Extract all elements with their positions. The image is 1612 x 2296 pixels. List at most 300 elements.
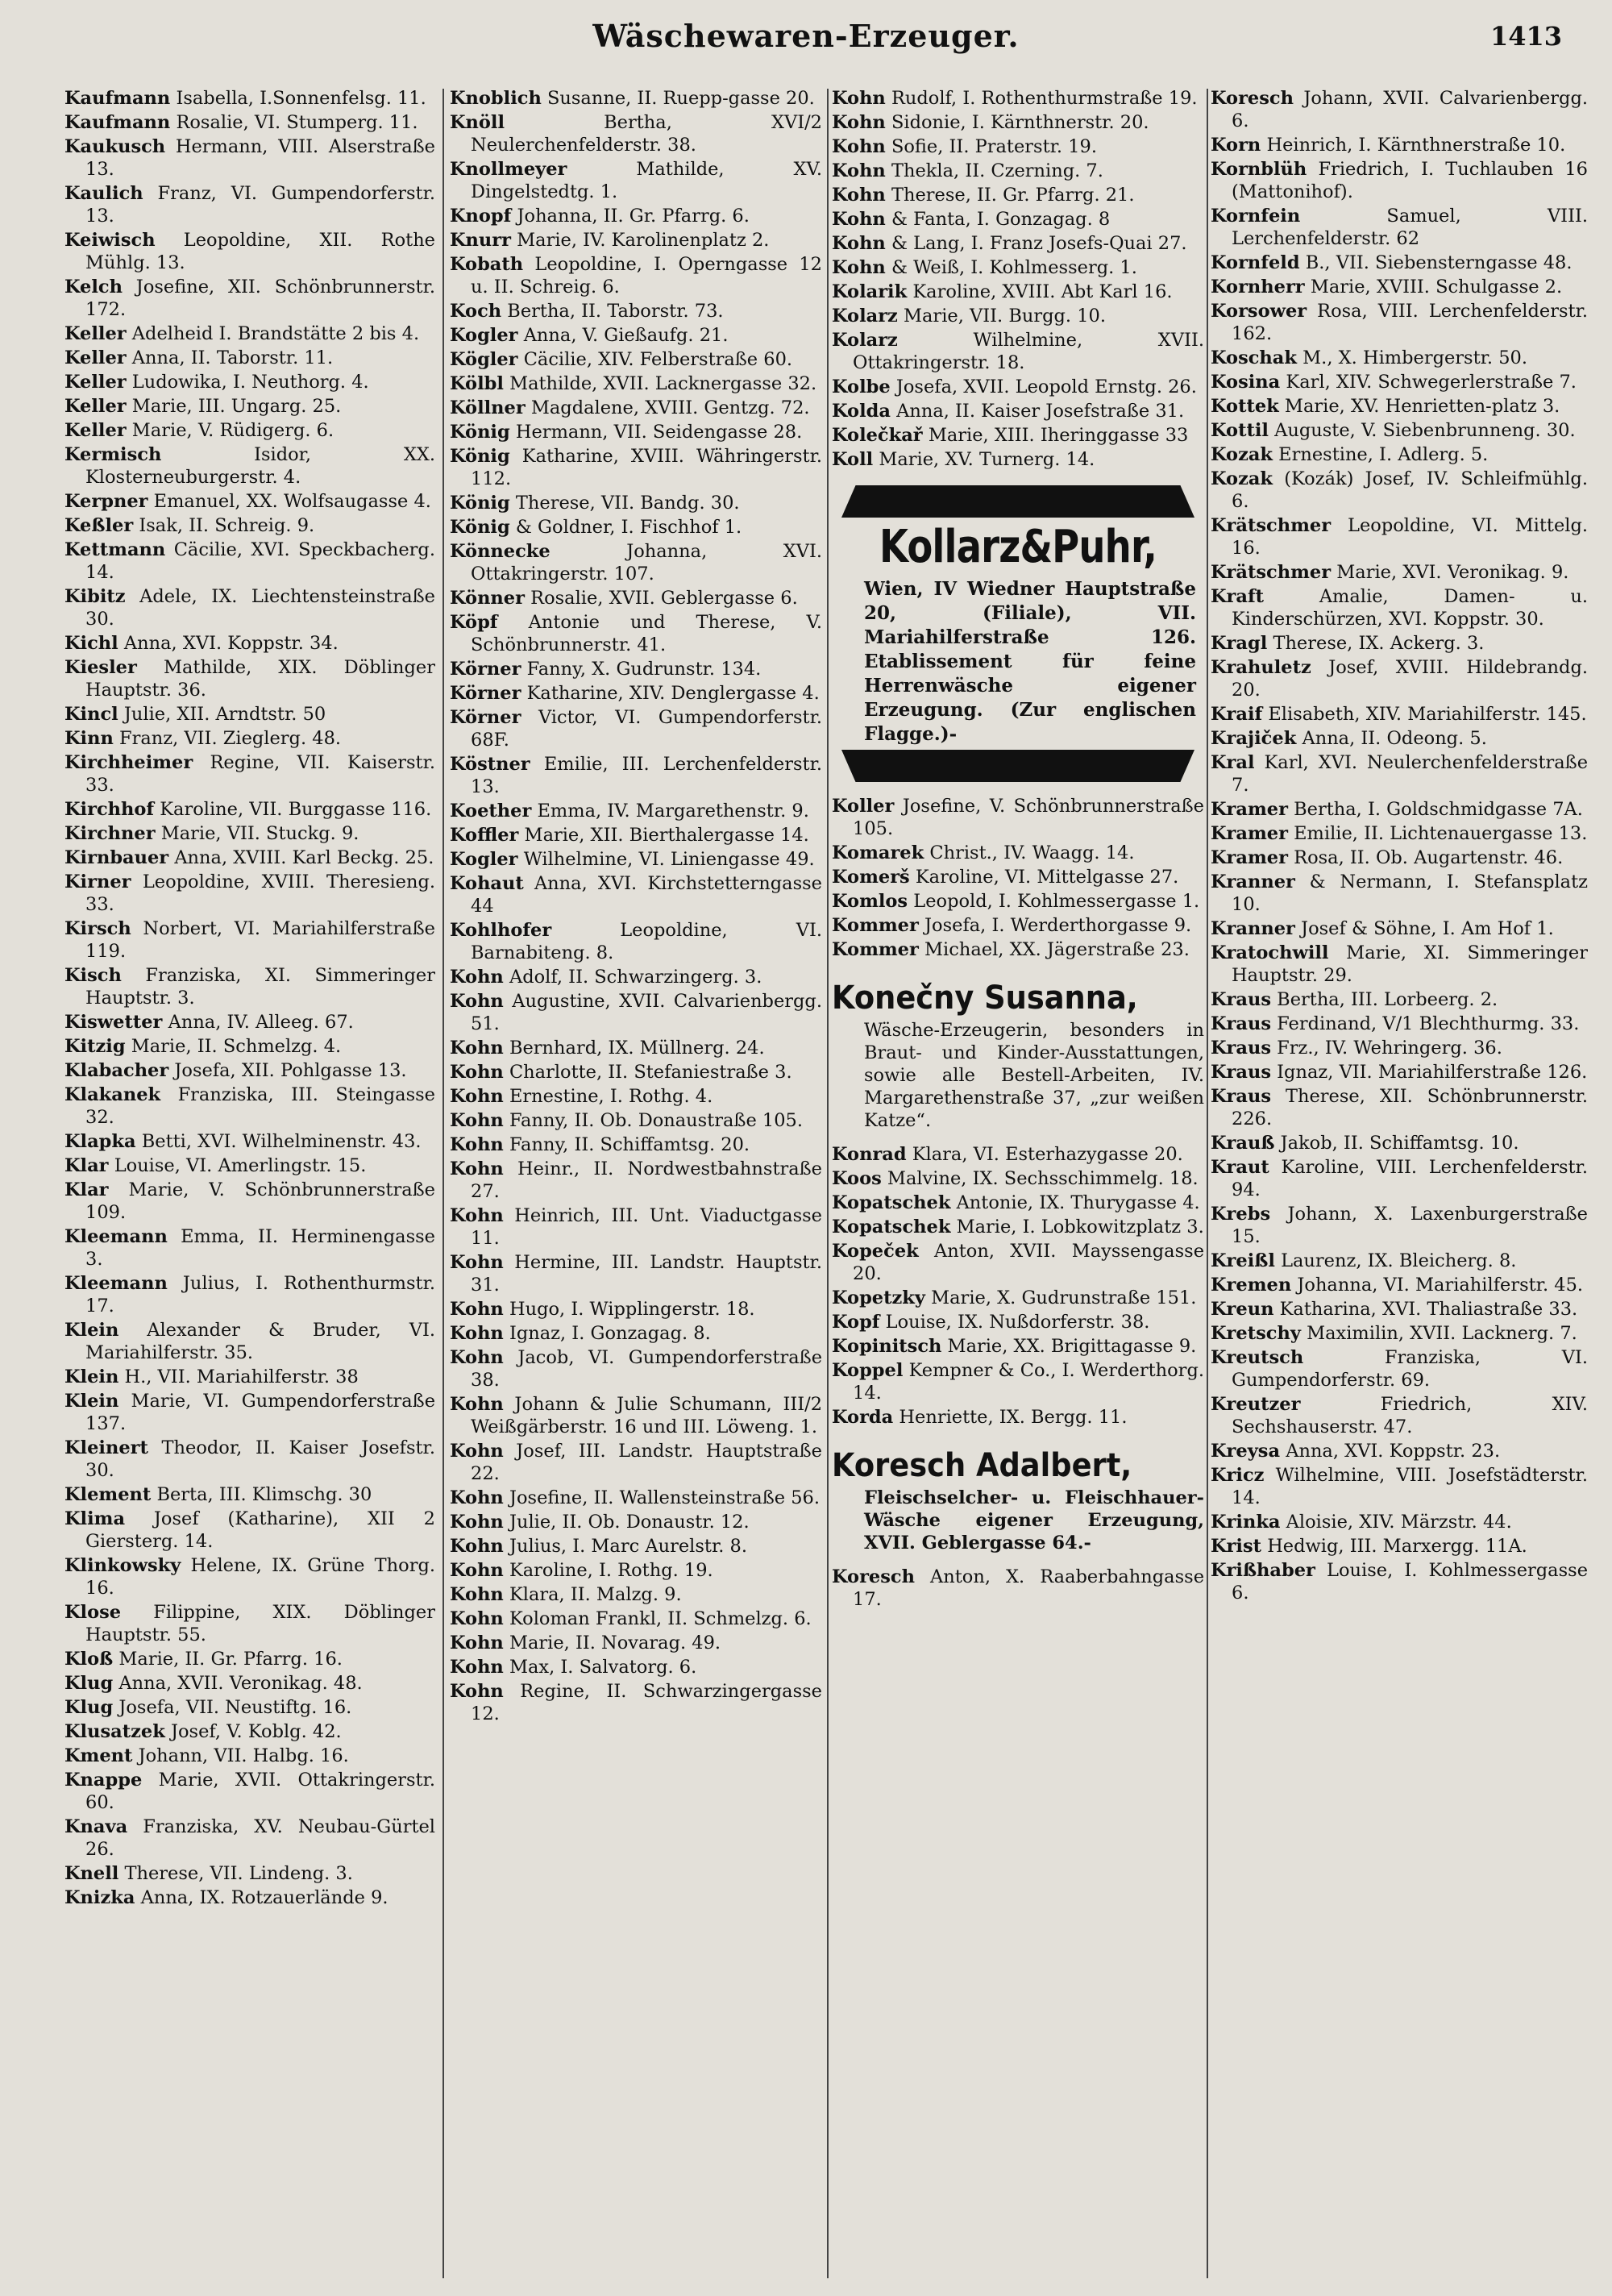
entry-surname: Kohn [832, 209, 886, 230]
directory-entry [64, 703, 435, 726]
entry-details: Adolf, II. Schwarzingerg. 3. [509, 967, 762, 988]
entry-surname: Knappe [64, 1770, 143, 1791]
entry-details: Karoline, VIII. Lerchenfelderstr. 94. [1232, 1157, 1588, 1200]
entry-details: Adelheid I. Brandstätte 2 bis 4. [131, 323, 420, 344]
entry-details: Helene, IX. Grüne Thorg. 16. [85, 1555, 435, 1599]
entry-details: Marie, XVI. Veronikag. 9. [1336, 562, 1569, 583]
directory-entry [832, 256, 1204, 279]
entry-surname: Koffler [450, 825, 519, 846]
entry-details: Isidor, XX. Klosterneuburgerstr. 4. [85, 444, 435, 488]
directory-entry [832, 87, 1204, 110]
entry-surname: Klima [64, 1508, 126, 1529]
entry-surname: Kohn [450, 1062, 504, 1083]
directory-entry [450, 587, 822, 609]
entry-details: Josefa, XVII. Leopold Ernstg. 26. [895, 376, 1197, 397]
entry-details: Josefine, V. Schönbrunnerstraße 105. [853, 796, 1204, 839]
entry-surname: Kopatschek [832, 1192, 951, 1213]
entry-details: Anna, XVI. Koppstr. 34. [123, 633, 339, 654]
entry-details: Therese, XII. Schönbrunnerstr. 226. [1232, 1086, 1588, 1129]
advertisement-koresch [832, 1445, 1204, 1554]
directory-entry [1211, 1464, 1588, 1509]
directory-entry [832, 890, 1204, 913]
entry-details: Leopoldine, XVIII. Theresieng. 33. [85, 871, 435, 915]
entry-details: Franziska, VI. Gumpendorferstr. 69. [1232, 1347, 1588, 1391]
column-3-bottom-entries [832, 1566, 1204, 1611]
entry-surname: Kogler [450, 849, 518, 870]
entry-surname: Klement [64, 1484, 152, 1505]
entry-details: Anna, V. Gießaufg. 21. [523, 325, 729, 346]
entry-surname: Kraus [1211, 1062, 1272, 1083]
entry-surname: Keller [64, 323, 127, 344]
directory-entry [64, 514, 435, 537]
entry-surname: Komerš [832, 867, 910, 888]
entry-details: Betti, XVI. Wilhelminenstr. 43. [141, 1131, 422, 1152]
entry-details: Anna, XVII. Veronikag. 48. [118, 1673, 363, 1694]
directory-entry [64, 1011, 435, 1034]
directory-entry [450, 1393, 822, 1438]
entry-surname: Kaulich [64, 183, 143, 204]
entry-details: Victor, VI. Gumpendorferstr. 68F. [471, 707, 822, 751]
directory-entry [1211, 300, 1588, 345]
entry-surname: Klinkowsky [64, 1555, 181, 1576]
entry-surname: Kraus [1211, 1038, 1272, 1059]
entry-details: Louise, IX. Nußdorferstr. 38. [885, 1312, 1150, 1333]
entry-details: Antonie, IX. Thurygasse 4. [956, 1192, 1200, 1213]
entry-details: Malvine, IX. Sechsschimmelg. 18. [887, 1168, 1199, 1189]
entry-details: Fanny, II. Ob. Donaustraße 105. [509, 1110, 804, 1131]
entry-surname: Kricz [1211, 1465, 1265, 1486]
entry-details: Franziska, III. Steingasse 32. [85, 1084, 435, 1128]
directory-entry [450, 87, 822, 110]
directory-entry [832, 1287, 1204, 1309]
directory-entry [832, 866, 1204, 888]
entry-details: Franz, VII. Zieglerg. 48. [118, 728, 342, 749]
entry-surname: Kohaut [450, 873, 524, 894]
entry-surname: Köllner [450, 397, 526, 418]
entry-surname: Kirchheimer [64, 752, 193, 773]
directory-entry [450, 1632, 822, 1654]
entry-surname: Keiwisch [64, 230, 156, 251]
entry-details: Marie, VII. Stuckg. 9. [160, 823, 359, 844]
entry-details: Marie, V. Schönbrunnerstraße 109. [85, 1179, 435, 1223]
entry-details: Franziska, XV. Neubau-Gürtel 26. [85, 1816, 435, 1860]
entry-details: Karoline, I. Rothg. 19. [509, 1560, 713, 1581]
entry-surname: Kettmann [64, 539, 166, 560]
entry-surname: Körner [450, 707, 521, 728]
entry-details: Theodor, II. Kaiser Josefstr. 30. [85, 1437, 435, 1481]
entry-surname: Konrad [832, 1144, 907, 1165]
directory-entry [64, 1720, 435, 1743]
directory-entry [832, 160, 1204, 182]
entry-details: Julie, XII. Arndtstr. 50 [123, 704, 326, 725]
entry-details: Hedwig, III. Marxergg. 11A. [1267, 1536, 1527, 1557]
directory-entry [64, 1366, 435, 1388]
page-title: Wäschewaren-Erzeuger. [592, 18, 1020, 54]
entry-details: Max, I. Salvatorg. 6. [509, 1657, 697, 1678]
directory-entry [832, 376, 1204, 398]
directory-entry [1211, 1298, 1588, 1321]
entry-surname: Kohn [450, 1347, 504, 1368]
directory-entry [1211, 468, 1588, 513]
directory-entry [450, 300, 822, 322]
entry-surname: Knell [64, 1863, 119, 1884]
directory-entry [1211, 158, 1588, 203]
entry-surname: Kragl [1211, 633, 1268, 654]
directory-entry [64, 846, 435, 869]
entry-surname: Kreysa [1211, 1441, 1281, 1462]
entry-surname: Koether [450, 801, 532, 821]
entry-details: Franziska, XI. Simmeringer Hauptstr. 3. [85, 965, 435, 1009]
entry-details: Leopoldine, XII. Rothe Mühlg. 13. [85, 230, 435, 273]
directory-entry [64, 1886, 435, 1909]
entry-surname: Kisch [64, 965, 122, 986]
entry-surname: Kohn [450, 1038, 504, 1059]
entry-surname: Klein [64, 1320, 119, 1341]
entry-surname: Koresch [1211, 88, 1294, 109]
entry-details: Emma, II. Herminengasse 3. [85, 1226, 435, 1270]
directory-entry [832, 938, 1204, 961]
column-3-middle-entries [832, 795, 1204, 961]
entry-surname: Kommer [832, 915, 919, 936]
entry-surname: Kohn [832, 233, 886, 254]
directory-entry [1211, 276, 1588, 298]
entry-details: Leopold, I. Kohlmessergasse 1. [913, 891, 1200, 912]
entry-surname: Kohn [450, 967, 504, 988]
entry-details: Bernhard, IX. Müllnerg. 24. [509, 1038, 765, 1059]
entry-surname: Krist [1211, 1536, 1262, 1557]
entry-details: Therese, VII. Lindeng. 3. [124, 1863, 353, 1884]
directory-entry [1211, 371, 1588, 393]
entry-surname: Keller [64, 347, 127, 368]
entry-surname: Kohn [450, 1560, 504, 1581]
entry-details: Heinr., II. Nordwestbahnstraße 27. [471, 1158, 822, 1202]
entry-details: Anna, XVI. Kirchstetterngasse 44 [471, 873, 822, 917]
directory-entry [1211, 1250, 1588, 1272]
entry-details: Regine, VII. Kaiserstr. 33. [85, 752, 435, 796]
directory-entry [1211, 798, 1588, 821]
entry-surname: Kornblüh [1211, 159, 1307, 180]
entry-details: Ludowika, I. Neuthorg. 4. [131, 372, 369, 393]
directory-entry [1211, 871, 1588, 916]
entry-surname: Kornfein [1211, 206, 1301, 227]
entry-details: Marie, XI. Simmeringer Hauptstr. 29. [1232, 942, 1588, 986]
column-3-top-entries [832, 87, 1204, 471]
directory-entry [450, 706, 822, 751]
entry-details: Maximilin, XVII. Lacknerg. 7. [1307, 1323, 1577, 1344]
entry-details: Christ., IV. Waagg. 14. [929, 842, 1135, 863]
entry-surname: Koresch [832, 1566, 915, 1587]
directory-entry [450, 658, 822, 680]
entry-details: & Lang, I. Franz Josefs-Quai 27. [891, 233, 1187, 254]
entry-details: Karoline, VII. Burggasse 116. [160, 799, 432, 820]
directory-entry [64, 1769, 435, 1814]
entry-surname: Kohn [450, 1536, 504, 1557]
directory-entry [1211, 751, 1588, 797]
entry-details: Anna, II. Kaiser Josefstraße 31. [896, 401, 1185, 422]
directory-entry [450, 1204, 822, 1250]
entry-details: Josefa, XII. Pohlgasse 13. [174, 1060, 407, 1081]
entry-details: Wilhelmine, VIII. Josefstädterstr. 14. [1232, 1465, 1588, 1508]
directory-entry [832, 1335, 1204, 1358]
entry-surname: Kramer [1211, 823, 1288, 844]
directory-entry [64, 1672, 435, 1695]
directory-entry [1211, 1322, 1588, 1345]
entry-surname: Komlos [832, 891, 908, 912]
entry-surname: Knopf [450, 206, 512, 227]
directory-entry [1211, 727, 1588, 750]
entry-details: Fanny, X. Gudrunstr. 134. [526, 659, 762, 680]
entry-details: Sidonie, I. Kärnthnerstr. 20. [891, 112, 1149, 133]
column-1 [64, 87, 435, 2280]
directory-entry [64, 419, 435, 442]
entry-surname: Körner [450, 683, 521, 704]
directory-entry [64, 822, 435, 845]
entry-details: Johann, X. Laxenburgerstraße 15. [1232, 1204, 1588, 1247]
entry-surname: Kohn [450, 1633, 504, 1653]
directory-entry [832, 400, 1204, 422]
directory-entry [1211, 1203, 1588, 1248]
directory-entry [64, 87, 435, 110]
directory-entry [64, 1154, 435, 1177]
entry-surname: Koschak [1211, 347, 1297, 368]
entry-surname: Kranner [1211, 871, 1295, 892]
entry-surname: Kohn [832, 88, 886, 109]
entry-details: Henriette, IX. Bergg. 11. [899, 1407, 1128, 1428]
directory-entry [450, 872, 822, 917]
entry-surname: Kozak [1211, 468, 1273, 489]
entry-details: Johann & Julie Schumann, III/2 Weißgärberstr. 16 und III. Löweng. 1. [471, 1394, 822, 1437]
directory-entry [1211, 347, 1588, 369]
entry-details: Wilhelmine, XVII. Ottakringerstr. 18. [853, 330, 1204, 373]
ad-top-bar [841, 485, 1194, 518]
entry-surname: Kloß [64, 1649, 114, 1670]
entry-surname: Köpf [450, 612, 498, 633]
directory-entry [1211, 846, 1588, 869]
entry-surname: Könnecke [450, 541, 550, 562]
directory-entry [450, 1346, 822, 1391]
entry-surname: Kohn [450, 1681, 504, 1702]
entry-surname: Klabacher [64, 1060, 169, 1081]
directory-entry [450, 1158, 822, 1203]
ad-bottom-bar [841, 750, 1194, 782]
entry-details: Louise, I. Kohlmessergasse 6. [1232, 1560, 1588, 1603]
directory-entry [64, 632, 435, 655]
directory-entry [832, 842, 1204, 864]
entry-surname: Knoblich [450, 88, 542, 109]
directory-entry [832, 208, 1204, 231]
directory-entry [450, 800, 822, 822]
entry-surname: Klusatzek [64, 1721, 165, 1742]
entry-surname: König [450, 422, 510, 443]
entry-details: Johanna, XVI. Ottakringerstr. 107. [471, 541, 822, 584]
entry-surname: Klakanek [64, 1084, 161, 1105]
entry-surname: Kopetzky [832, 1287, 925, 1308]
entry-details: Katharine, XVIII. Währingerstr. 112. [471, 446, 822, 489]
directory-entry [450, 421, 822, 443]
directory-entry [450, 682, 822, 705]
entry-surname: Kopf [832, 1312, 880, 1333]
entry-surname: Könner [450, 588, 525, 609]
entry-surname: König [450, 493, 510, 514]
entry-details: H., VII. Mariahilferstr. 38 [124, 1366, 359, 1387]
entry-surname: Kitzig [64, 1036, 126, 1057]
entry-details: Anton, X. Raaberbahngasse 17. [853, 1566, 1204, 1610]
entry-details: Klara, VI. Esterhazygasse 20. [912, 1144, 1183, 1165]
entry-details: Julius, I. Rothenthurmstr. 17. [85, 1273, 435, 1316]
entry-surname: Kraut [1211, 1157, 1269, 1178]
entry-details: Michael, XX. Jägerstraße 23. [924, 939, 1190, 960]
entry-details: Elisabeth, XIV. Mariahilferstr. 145. [1268, 704, 1587, 725]
entry-surname: Kornherr [1211, 277, 1305, 297]
entry-details: & Goldner, I. Fischhof 1. [515, 517, 742, 538]
entry-details: Heinrich, III. Unt. Viaductgasse 11. [471, 1205, 822, 1249]
column-divider [442, 89, 444, 2278]
entry-surname: Kottil [1211, 420, 1269, 441]
entry-surname: Kohn [450, 1441, 504, 1462]
entry-surname: Kreißl [1211, 1250, 1275, 1271]
ad-name: Koresch Adalbert, [832, 1447, 1132, 1484]
directory-entry [450, 397, 822, 419]
directory-entry [450, 1061, 822, 1084]
directory-entry [450, 111, 822, 156]
entry-details: Hermann, VIII. Alserstraße 13. [85, 136, 435, 180]
directory-entry [450, 848, 822, 871]
directory-entry [1211, 942, 1588, 987]
directory-entry [832, 424, 1204, 447]
entry-surname: Knöll [450, 112, 505, 133]
directory-entry [450, 1133, 822, 1156]
entry-details: Anna, IV. Alleeg. 67. [168, 1012, 354, 1033]
directory-entry [450, 540, 822, 585]
directory-entry [1211, 1346, 1588, 1391]
entry-surname: König [450, 446, 510, 467]
directory-entry [450, 1251, 822, 1296]
directory-entry [1211, 87, 1588, 132]
directory-entry [450, 1440, 822, 1485]
column-3 [832, 87, 1204, 2280]
entry-details: & Fanta, I. Gonzagag. 8 [891, 209, 1111, 230]
entry-surname: Knava [64, 1816, 128, 1837]
entry-details: Marie, VII. Burgg. 10. [903, 306, 1107, 327]
entry-surname: Krißhaber [1211, 1560, 1315, 1581]
entry-surname: Kohn [450, 1110, 504, 1131]
entry-surname: Kichl [64, 633, 118, 654]
entry-surname: Kohn [450, 1657, 504, 1678]
entry-surname: Kohlhofer [450, 920, 552, 941]
entry-details: Therese, VII. Bandg. 30. [515, 493, 740, 514]
entry-surname: Kraus [1211, 1013, 1272, 1034]
entry-surname: Kohn [450, 1158, 504, 1179]
entry-surname: Klar [64, 1155, 109, 1176]
directory-entry [450, 1583, 822, 1606]
entry-surname: Kraus [1211, 1086, 1272, 1107]
entry-surname: Knizka [64, 1887, 135, 1908]
entry-details: Josef, III. Landstr. Hauptstraße 22. [471, 1441, 822, 1484]
directory-entry [1211, 443, 1588, 466]
entry-surname: Kirchhof [64, 799, 155, 820]
entry-surname: Kohn [450, 1205, 504, 1226]
entry-details: Anna, II. Odeong. 5. [1302, 728, 1487, 749]
directory-entry [832, 795, 1204, 840]
entry-details: B., VII. Siebensterngasse 48. [1305, 252, 1573, 273]
page-number: 1413 [1489, 21, 1562, 52]
entry-surname: Kopinitsch [832, 1336, 942, 1357]
entry-surname: Kaufmann [64, 88, 171, 109]
directory-entry [64, 656, 435, 701]
directory-entry [450, 158, 822, 203]
directory-entry [64, 917, 435, 963]
entry-surname: Kremen [1211, 1275, 1292, 1296]
directory-entry [1211, 561, 1588, 584]
entry-surname: Kiswetter [64, 1012, 163, 1033]
entry-details: Jacob, VI. Gumpendorferstraße 38. [471, 1347, 822, 1391]
entry-surname: Kohn [450, 1394, 504, 1415]
directory-entry [64, 1084, 435, 1129]
directory-entry [1211, 1013, 1588, 1035]
entry-details: Auguste, V. Siebenbrunneng. 30. [1274, 420, 1576, 441]
entry-surname: Kaufmann [64, 112, 171, 133]
entry-surname: Klose [64, 1602, 122, 1623]
directory-entry [450, 1656, 822, 1678]
ad-firm-name: Kollarz&Puhr, [879, 521, 1157, 573]
entry-surname: Kögler [450, 349, 518, 370]
directory-entry [450, 1535, 822, 1558]
entry-surname: Kohn [450, 1323, 504, 1344]
entry-details: Wilhelmine, VI. Liniengasse 49. [523, 849, 815, 870]
directory-entry [1211, 419, 1588, 442]
directory-entry [64, 539, 435, 584]
entry-details: Isabella, I.Sonnenfelsg. 11. [176, 88, 426, 109]
entry-surname: Kinn [64, 728, 114, 749]
directory-entry [450, 253, 822, 298]
directory-entry [1211, 632, 1588, 655]
directory-entry [450, 516, 822, 539]
entry-details: Marie, X. Gudrunstraße 151. [931, 1287, 1197, 1308]
entry-details: Therese, II. Gr. Pfarrg. 21. [891, 185, 1135, 206]
directory-entry [832, 281, 1204, 303]
entry-surname: Kolečkař [832, 425, 923, 446]
entry-details: Antonie und Therese, V. Schönbrunnerstr. 41. [471, 612, 822, 655]
entry-details: Anna, XVIII. Karl Beckg. 25. [174, 847, 434, 868]
directory-entry [64, 871, 435, 916]
directory-entry [832, 1240, 1204, 1285]
entry-details: Alexander & Bruder, VI. Mariahilferstr. 35. [85, 1320, 435, 1363]
entry-details: Josef (Katharine), XII 2 Giersterg. 14. [85, 1508, 435, 1552]
directory-entry [450, 372, 822, 395]
ad-text: Wien, IV Wiedner Hauptstraße 20, (Filiale), VII. Mariahilferstraße 126. Etablissement für feine Herrenwäsche eigener Erzeugung. (Zur englischen Flagge.)- [864, 578, 1196, 745]
entry-details: Bertha, III. Lorbeerg. 2. [1277, 989, 1498, 1010]
column-divider [1207, 89, 1208, 2278]
entry-surname: Kolarz [832, 330, 898, 351]
entry-details: Bertha, XVI/2 Neulerchenfelderstr. 38. [471, 112, 822, 156]
entry-details: Marie, XVII. Ottakringerstr. 60. [85, 1770, 435, 1813]
entry-surname: Kirner [64, 871, 131, 892]
entry-surname: Kogler [450, 325, 518, 346]
entry-details: Karl, XIV. Schwegerlerstraße 7. [1286, 372, 1577, 393]
entry-details: Marie, XVIII. Schulgasse 2. [1310, 277, 1563, 297]
directory-entry [1211, 1559, 1588, 1604]
directory-entry [1211, 1085, 1588, 1130]
advertisement-konecny [832, 977, 1204, 1132]
directory-entry [832, 329, 1204, 374]
entry-surname: Klein [64, 1366, 119, 1387]
column-divider [827, 89, 829, 2278]
entry-details: Anton, XVII. Mayssengasse 20. [853, 1241, 1204, 1284]
entry-details: Adele, IX. Liechtensteinstraße 30. [85, 586, 435, 630]
entry-details: Marie, XIII. Iheringgasse 33 [928, 425, 1189, 446]
directory-entry [1211, 395, 1588, 418]
directory-entry [64, 1554, 435, 1599]
